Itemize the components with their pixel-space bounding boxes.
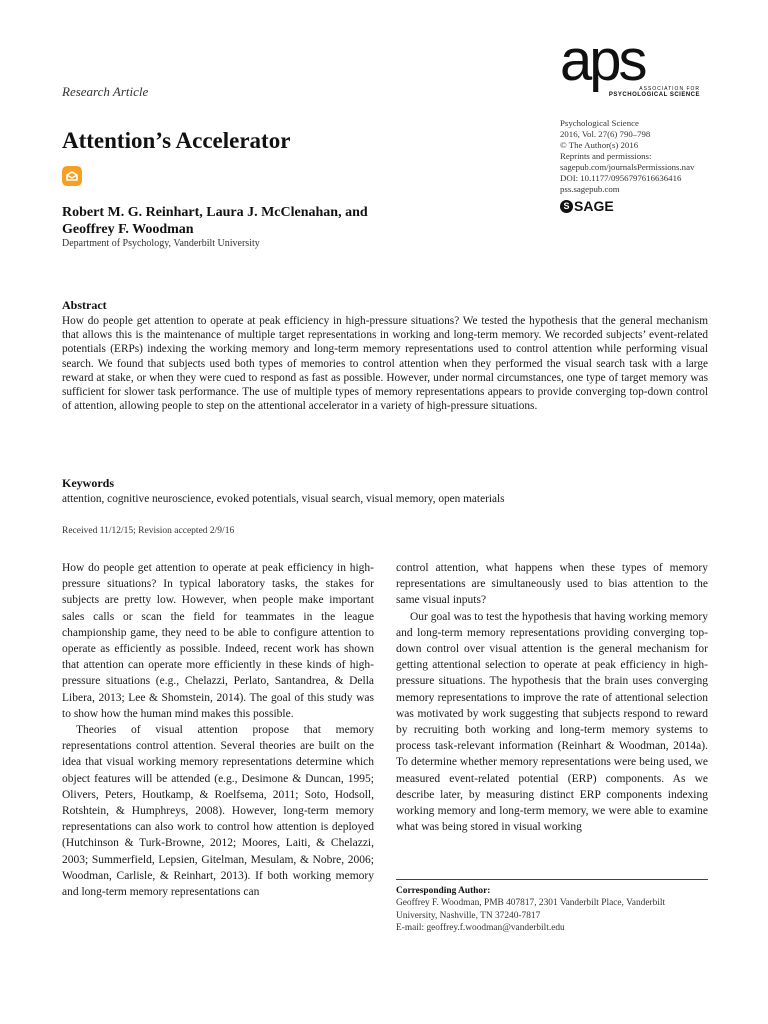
authors	[62, 204, 462, 238]
journal-name: Psychological Science	[560, 118, 639, 128]
permissions-link[interactable]: sagepub.com/journalsPermissions.nav	[560, 162, 695, 172]
body-paragraph: How do people get attention to operate at peak efficiency in high-pressure situations? In typical laboratory tasks, the stakes for subjects are pretty low. However, when people make important sales calls or scan the field for teammates in the league championship game, they need to be able to configure attention to operate as efficiently as possible. Indeed, recent work has shown that attention can operate more efficiently in these kinds of high-pressure situations (e.g., Chelazzi, Perlato, Santandrea, & Della Libera, 2013; Lee & Shomstein, 2014). The goal of this study was to show how the human mind makes this possible.	[62, 562, 374, 720]
keywords-section	[62, 476, 708, 506]
received-dates: Received 11/12/15; Revision accepted 2/9/16	[62, 526, 235, 536]
copyright: © The Author(s) 2016	[560, 140, 639, 150]
article-title: Attention’s Accelerator	[62, 128, 291, 153]
body-column-right	[396, 560, 708, 835]
abstract-section	[62, 298, 708, 413]
keywords-text: attention, cognitive neuroscience, evoked potentials, visual search, visual memory, open materials	[62, 493, 505, 505]
logo-wordmark: aps	[560, 28, 645, 93]
abstract-heading: Abstract	[62, 298, 107, 312]
keywords-heading: Keywords	[62, 476, 114, 490]
journal-volume: 2016, Vol. 27(6) 790–798	[560, 129, 651, 139]
corresponding-author-email[interactable]: E-mail: geoffrey.f.woodman@vanderbilt.edu	[396, 923, 565, 934]
journal-site-link[interactable]: pss.sagepub.com	[560, 184, 620, 194]
body-paragraph: Our goal was to test the hypothesis that having working memory and long-term memory representations providing converging top-down control over visual attention is the general mechanism for getting attentional selection to operate at peak efficiency in high-pressure situations. The hypothesis that the brain uses converging memory representations to improve the rate of attentional selection was motivated by work suggesting that subjects respond to reward by recruiting both working and long-term memory systems to process task-relevant information (Reinhart & Woodman, 2014a). To determine whether memory representations were being used, we measured event-related potential (ERP) components. As we describe later, by measuring distinct ERP components indexing working memory and long-term memory, we were able to examine what was being stored in visual working	[396, 610, 708, 834]
footnote-divider	[396, 879, 708, 880]
body-paragraph: control attention, what happens when these types of memory representations are simultaneously used to bias attention to the same visual inputs?	[396, 562, 708, 607]
body-paragraph: Theories of visual attention propose that memory representations control attention. Several theories are built on the idea that visual working memory representations determine which object features will be attended (e.g., Desimone & Duncan, 1995; Olivers, Peters, Houtkamp, & Roelfsema, 2011; Soto, Hodsoll, Rotshtein, & Humphreys, 2008). However, long-term memory representations can also work to control how attention is deployed (Hutchinson & Turk-Browne, 2012; Moores, Laiti, & Chelazzi, 2003; Summerfield, Lepsien, Gitelman, Mesulam, & Nobre, 2006; Woodman, Carlisle, & Reinhart, 2013). If both working memory and long-term memory representations can	[62, 724, 374, 899]
reprints-label: Reprints and permissions:	[560, 151, 652, 161]
article-type: Research Article	[62, 84, 149, 99]
open-materials-icon[interactable]	[62, 166, 82, 186]
logo-subtitle-2: PSYCHOLOGICAL SCIENCE	[608, 92, 700, 98]
affiliation: Department of Psychology, Vanderbilt University	[62, 238, 260, 249]
corresponding-author	[396, 885, 708, 935]
corresponding-author-address: Geoffrey F. Woodman, PMB 407817, 2301 Vanderbilt Place, Vanderbilt University, Nashville, TN 37240-7817	[396, 898, 666, 921]
journal-info	[560, 118, 694, 195]
doi[interactable]: DOI: 10.1177/0956797616636416	[560, 173, 682, 183]
corresponding-author-heading: Corresponding Author:	[396, 886, 491, 896]
logo-subtitle-1: ASSOCIATION FOR	[639, 86, 700, 92]
authors-line-2: Geoffrey F. Woodman	[62, 222, 194, 237]
sage-wordmark: SAGE	[574, 198, 614, 214]
sage-s-icon: S	[560, 200, 573, 213]
open-materials-glyph	[65, 169, 79, 183]
sage-logo	[560, 198, 614, 214]
authors-line-1: Robert M. G. Reinhart, Laura J. McClenahan, and	[62, 205, 368, 220]
body-column-left	[62, 560, 374, 900]
aps-logo	[560, 28, 700, 98]
abstract-text: How do people get attention to operate at peak efficiency in high-pressure situations? We tested the hypothesis that the general mechanism that allows this is the maintenance of multiple target representations in working and long-term memory. We recorded subjects’ event-related potentials (ERPs) indexing the working memory and long-term memory representations used to control attention while performing visual search. We found that subjects used both types of memories to control attention when they performed the visual search task with a large reward at stake, or when they were cued to respond as fast as possible. However, under normal circumstances, one type of target memory was sufficient for slower task performance. The use of multiple types of memory representations appears to provide converging top-down control of attention, allowing people to step on the attentional accelerator in a variety of high-pressure situations.	[62, 315, 708, 413]
